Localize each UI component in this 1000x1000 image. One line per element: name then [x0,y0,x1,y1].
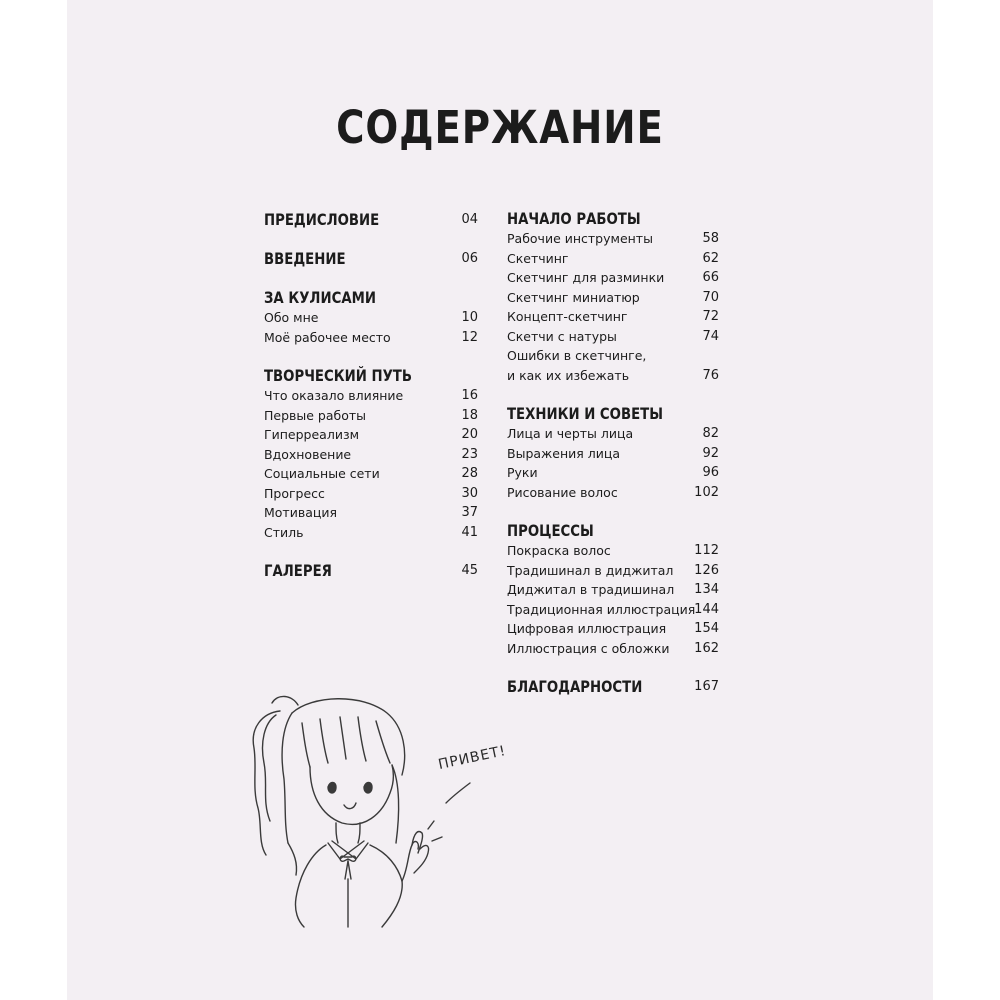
toc-page-number: 18 [461,407,478,423]
toc-section-heading[interactable] [507,521,719,541]
toc-entry-label: Скетчинг [507,250,569,266]
toc-page-number: 74 [702,328,719,344]
toc-heading-label: ТЕХНИКИ И СОВЕТЫ [507,404,663,423]
toc-page-number: 167 [694,679,719,694]
toc-heading-label: БЛАГОДАРНОСТИ [507,677,643,696]
toc-section-heading[interactable] [507,677,719,697]
toc-page-number: 58 [702,231,719,246]
toc-entry-label: Рисование волос [507,484,618,500]
toc-entry[interactable] [507,541,719,561]
toc-page-number: 28 [461,466,478,481]
toc-page-number: 10 [461,310,478,325]
toc-section [264,366,478,542]
toc-page-number: 16 [461,388,478,403]
toc-page-number: 04 [461,212,478,227]
toc-page-number: 37 [461,505,478,520]
toc-page-number: 23 [461,446,478,462]
toc-entry[interactable] [264,445,478,465]
toc-page-number: 92 [702,445,719,461]
toc-page-number: 76 [702,367,719,383]
toc-entry[interactable] [507,639,719,659]
toc-section-heading[interactable] [264,210,478,230]
toc-section [264,210,478,230]
toc-right-column [507,209,719,697]
toc-section-heading[interactable] [507,404,719,424]
toc-entry-label: Скетчинг для разминки [507,270,665,285]
toc-entry-label: Социальные сети [264,466,380,481]
toc-entry-label: Иллюстрация с обложки [507,640,670,656]
toc-entry[interactable] [507,580,719,600]
toc-entry[interactable] [507,268,719,288]
toc-page-number: 62 [702,250,719,266]
toc-section [264,249,478,269]
toc-entry-label: Диджитал в традишинал [507,582,675,597]
toc-entry[interactable] [507,249,719,269]
toc-section-heading[interactable] [264,288,478,308]
toc-section [264,561,478,581]
toc-page-number: 102 [694,484,719,500]
toc-entry-label: Цифровая иллюстрация [507,621,667,636]
toc-entry[interactable] [264,523,478,543]
toc-page-number: 12 [461,329,478,345]
toc-page-number: 126 [694,562,719,578]
toc-page-number: 162 [694,640,719,656]
toc-entry-label: Традиционная иллюстрация [507,601,696,617]
toc-page-number: 134 [694,582,719,597]
toc-entry-label: и как их избежать [507,367,630,383]
toc-entry[interactable] [507,619,719,639]
toc-entry-label: Прогресс [264,485,325,501]
toc-entry[interactable] [507,307,719,327]
toc-page-number: 66 [702,270,719,285]
toc-entry[interactable] [507,463,719,483]
toc-section [507,209,719,385]
toc-entry[interactable] [507,327,719,347]
toc-page-number: 70 [702,289,719,305]
toc-left-column [264,210,478,581]
toc-entry[interactable] [264,503,478,523]
toc-entry[interactable] [264,425,478,445]
toc-entry-label: Скетчи с натуры [507,328,617,344]
toc-section-heading[interactable] [507,209,719,229]
toc-page-number: 30 [461,485,478,501]
toc-page-number: 82 [702,426,719,441]
toc-entry-label: Ошибки в скетчинге, [507,348,647,363]
toc-section-heading[interactable] [264,561,478,581]
toc-entry-label: Рабочие инструменты [507,231,653,246]
toc-heading-label: ГАЛЕРЕЯ [264,561,332,580]
toc-entry[interactable] [264,328,478,348]
toc-page-number: 112 [694,543,719,558]
toc-entry[interactable] [507,600,719,620]
toc-entry[interactable] [507,366,719,386]
toc-entry-label: Первые работы [264,407,367,423]
toc-entry[interactable] [507,444,719,464]
toc-page-number: 96 [702,465,719,480]
toc-heading-label: ПРОЦЕССЫ [507,521,594,540]
speech-text: ПРИВЕТ! [436,742,508,773]
toc-entry[interactable] [507,561,719,581]
toc-entry[interactable] [507,346,719,366]
toc-page-number: 154 [694,621,719,636]
toc-entry-label: Концепт-скетчинг [507,309,628,324]
toc-entry[interactable] [264,386,478,406]
toc-entry[interactable] [507,424,719,444]
toc-section [507,677,719,697]
toc-page-number: 41 [461,524,478,540]
toc-entry-label: Обо мне [264,310,319,325]
toc-entry[interactable] [264,484,478,504]
toc-section-heading[interactable] [264,366,478,386]
toc-entry-label: Лица и черты лица [507,426,634,441]
toc-entry-label: Покраска волос [507,543,611,558]
toc-entry-label: Руки [507,465,538,480]
toc-section [507,521,719,658]
toc-entry-label: Моё рабочее место [264,329,391,345]
toc-entry-label: Выражения лица [507,445,621,461]
toc-page-number: 144 [694,601,719,617]
toc-entry-label: Стиль [264,524,304,540]
toc-section [507,404,719,502]
toc-section [264,288,478,347]
toc-entry[interactable] [507,288,719,308]
sketch-girl-waving-icon [232,683,532,928]
toc-entry[interactable] [264,406,478,426]
toc-entry[interactable] [264,308,478,328]
toc-entry-label: Вдохновение [264,446,352,462]
toc-entry-label: Гиперреализм [264,427,360,442]
toc-page-number: 06 [461,251,478,266]
toc-page-number: 20 [461,427,478,442]
toc-entry[interactable] [507,229,719,249]
toc-entry[interactable] [264,464,478,484]
toc-heading-label: ЗА КУЛИСАМИ [264,288,376,307]
toc-heading-label: НАЧАЛО РАБОТЫ [507,209,641,228]
toc-entry[interactable] [507,483,719,503]
toc-entry-label: Что оказало влияние [264,388,404,403]
book-page [67,0,933,1000]
toc-entry-label: Скетчинг миниатюр [507,289,640,305]
toc-section-heading[interactable] [264,249,478,269]
toc-heading-label: ТВОРЧЕСКИЙ ПУТЬ [264,366,412,385]
toc-entry-label: Традишинал в диджитал [507,562,674,578]
toc-heading-label: ПРЕДИСЛОВИЕ [264,210,380,229]
page-title: СОДЕРЖАНИЕ [336,101,664,154]
toc-page-number: 72 [702,309,719,324]
toc-page-number: 45 [461,563,478,578]
toc-heading-label: ВВЕДЕНИЕ [264,249,346,268]
toc-entry-label: Мотивация [264,505,338,520]
